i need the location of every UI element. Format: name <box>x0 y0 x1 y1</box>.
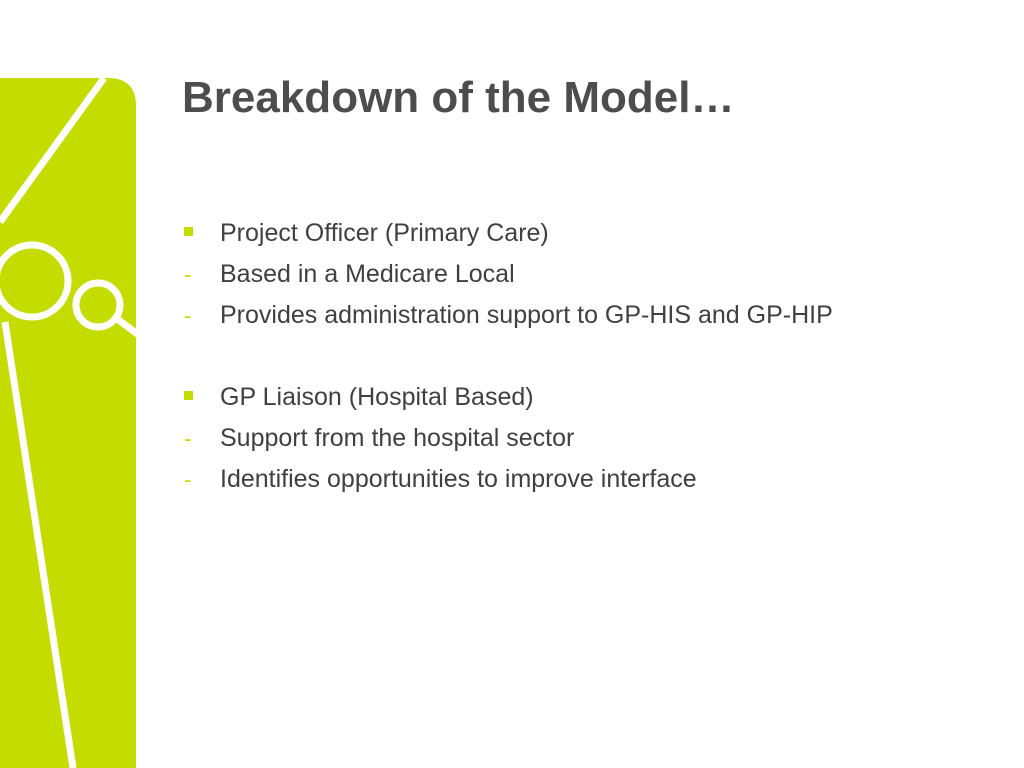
sub-point-text: Based in a Medicare Local <box>220 260 515 288</box>
dash-bullet-icon <box>182 254 220 295</box>
sub-point-item <box>182 459 1002 500</box>
sub-point-text: Provides administration support to GP-HIS and GP-HIP <box>220 301 833 329</box>
square-bullet-icon <box>182 213 220 254</box>
bullet-text: GP Liaison (Hospital Based) <box>220 383 534 411</box>
bullet-item-gp-liaison <box>182 377 1002 418</box>
slide-title: Breakdown of the Model… <box>182 73 735 122</box>
decorative-side-graphic <box>0 0 140 768</box>
sub-point-item <box>182 418 1002 459</box>
dash-bullet-icon <box>182 418 220 459</box>
sub-point-text: Identifies opportunities to improve interface <box>220 465 697 493</box>
sub-point-text: Support from the hospital sector <box>220 424 575 452</box>
sub-point-item <box>182 295 1002 336</box>
square-bullet-icon <box>182 377 220 418</box>
slide-body <box>182 213 1002 500</box>
dash-bullet-icon <box>182 459 220 500</box>
bullet-item-project-officer <box>182 213 1002 254</box>
dash-bullet-icon <box>182 295 220 336</box>
spacer <box>182 336 1002 377</box>
sub-point-item <box>182 254 1002 295</box>
bullet-text: Project Officer (Primary Care) <box>220 219 549 247</box>
